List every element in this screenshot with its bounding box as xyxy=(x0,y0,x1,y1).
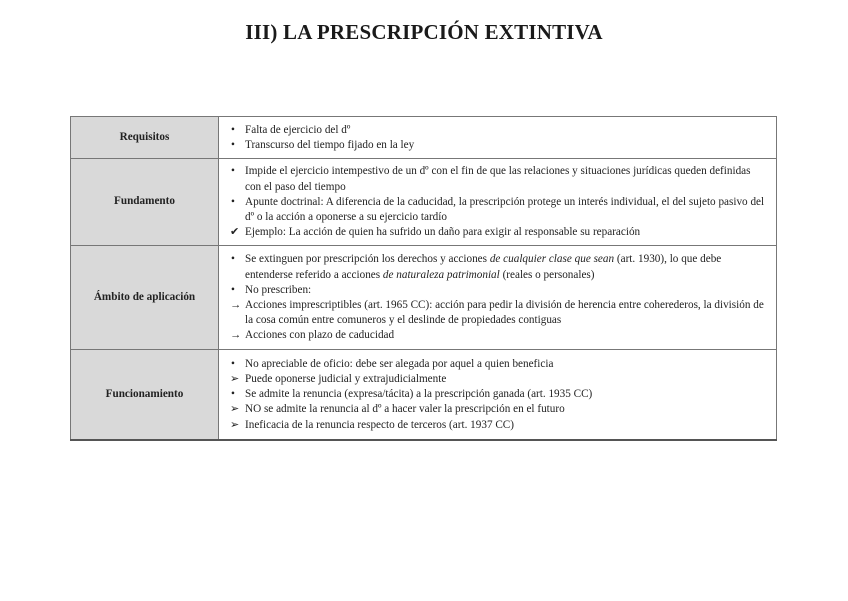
list-item: • Impide el ejercicio intempestivo de un dº con el fin de que las relaciones y situaciones jurídicas queden definidas con el paso del tiempo xyxy=(229,164,768,194)
sub-item xyxy=(229,225,768,240)
list-item: • Transcurso del tiempo fijado en la ley xyxy=(229,138,768,153)
arrowhead-icon: ➢ xyxy=(230,418,240,431)
table-row-ambito xyxy=(71,246,777,350)
row-content xyxy=(219,350,777,440)
sub-item-text: Ineficacia de la renuncia respecto de terceros (art. 1937 CC) xyxy=(245,418,514,431)
arrowhead-icon: ➢ xyxy=(230,372,240,385)
sub-item-text: Acciones imprescriptibles (art. 1965 CC): acción para pedir la división de herencia entre coherederos, la división de la cosa común entre comuneros y el deslinde de propiedades contiguas xyxy=(245,299,764,327)
row-label: Funcionamiento xyxy=(71,350,219,440)
arrowhead-icon: ➢ xyxy=(230,403,240,416)
sub-item-text: NO se admite la renuncia al dº a hacer valer la prescripción en el futuro xyxy=(245,403,565,416)
row-label: Requisitos xyxy=(71,117,219,159)
list-item: • Falta de ejercicio del dº xyxy=(229,123,768,138)
table-row-requisitos xyxy=(71,117,777,159)
sub-item xyxy=(229,328,768,343)
emphasis-text: de naturaleza patrimonial xyxy=(382,268,500,281)
list-item: • Se admite la renuncia (expresa/tácita) a la prescripción ganada (art. 1935 CC) xyxy=(229,387,768,402)
table-row-fundamento xyxy=(71,159,777,246)
list-item: • Se extinguen por prescripción los derechos y acciones de cualquier clase que sean (art. 1930), lo que debe entenderse referido a acciones de naturaleza patrimonial (reales o personales) xyxy=(229,252,768,282)
row-content xyxy=(219,159,777,246)
sub-item-text: Puede oponerse judicial y extrajudicialmente xyxy=(245,372,447,385)
list-item: • Apunte doctrinal: A diferencia de la caducidad, la prescripción protege un interés individual, el del sujeto pasivo del dº o la acción a oponerse a su ejercicio tardío xyxy=(229,195,768,225)
row-label: Ámbito de aplicación xyxy=(71,246,219,350)
arrow-right-icon: → xyxy=(230,329,242,342)
sub-item xyxy=(229,298,768,328)
list-item: • No apreciable de oficio: debe ser alegada por aquel a quien beneficia xyxy=(229,357,768,372)
sub-item xyxy=(229,402,768,417)
checkmark-icon: ✔ xyxy=(230,226,240,239)
row-content xyxy=(219,246,777,350)
table-row-funcionamiento xyxy=(71,350,777,440)
sub-item xyxy=(229,372,768,387)
sub-item-text: Ejemplo: La acción de quien ha sufrido un daño para exigir al responsable su reparación xyxy=(245,226,641,239)
emphasis-text: de cualquier clase que sean xyxy=(489,253,615,266)
page-title: III) LA PRESCRIPCIÓN EXTINTIVA xyxy=(245,20,603,44)
row-content xyxy=(219,117,777,159)
list-item: • No prescriben: xyxy=(229,283,768,298)
sub-item-text: Acciones con plazo de caducidad xyxy=(245,329,395,342)
arrow-right-icon: → xyxy=(230,299,242,311)
sub-item xyxy=(229,418,768,433)
row-label: Fundamento xyxy=(71,159,219,246)
summary-table xyxy=(70,116,777,441)
